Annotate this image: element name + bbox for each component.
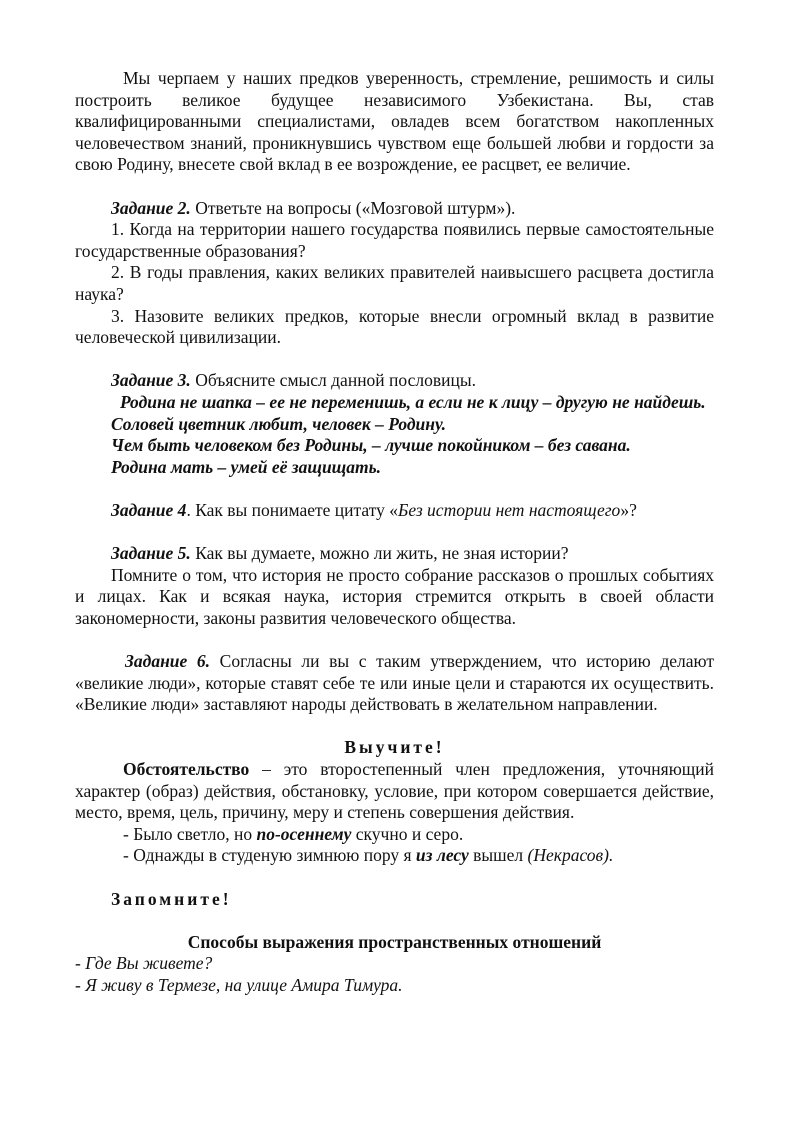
task2-text: Ответьте на вопросы («Мозговой штурм»). [190, 197, 516, 218]
task4-label: Задание 4 [111, 499, 187, 520]
task4-heading [75, 500, 714, 522]
task6-label: Задание 6. [125, 651, 211, 672]
example-2-pre: - Однажды в студеную зимнюю пору я [123, 845, 416, 866]
example-2-mid: вышел [468, 845, 528, 866]
task2-question-1: 1. Когда на территории нашего государства появились первые самостоятельные государственные образования? [75, 219, 714, 261]
task5-heading [75, 543, 714, 565]
learn-example-1 [75, 824, 714, 846]
document-page [75, 68, 714, 997]
task3-heading [75, 370, 714, 392]
task2-question-2: 2. В годы правления, каких великих правителей наивысшего расцвета достигла наука? [75, 262, 714, 304]
example-2-source: (Некрасов). [527, 845, 614, 866]
task4-quote: Без истории нет настоящего [398, 499, 621, 520]
dialog-question: - Где Вы живете? [75, 953, 213, 974]
task4-tail: »? [620, 499, 637, 520]
example-1-em: по-осеннему [256, 823, 352, 844]
learn-term: Обстоятельство [123, 759, 250, 779]
task5-label: Задание 5. [111, 543, 191, 564]
task2-label: Задание 2. [111, 197, 191, 218]
task6-paragraph [75, 651, 714, 716]
proverb-1: Родина не шапка – ее не переменишь, а если не к лицу – другую не найдешь. [120, 391, 706, 412]
spatial-heading: Способы выражения пространственных отношений [187, 931, 602, 952]
dialog-answer: - Я живу в Термезе, на улице Амира Тимура. [75, 974, 403, 995]
proverb-3: Чем быть человеком без Родины, – лучше покойником – без савана. [111, 435, 631, 456]
task6-text: Согласны ли вы с таким утверждением, что историю делают «великие люди», которые ставят себе те или иные цели и стараются их осуществить. «Великие люди» заставляют народы действовать в желательном направлении. [75, 651, 714, 715]
proverb-4: Родина мать – умей её защищать. [111, 456, 381, 477]
proverb-2: Соловей цветник любит, человек – Родину. [111, 413, 447, 434]
task2-question-3: 3. Назовите великих предков, которые внесли огромный вклад в развитие человеческой цивилизации. [75, 305, 714, 348]
example-1-post: скучно и серо. [351, 823, 464, 844]
learn-example-2 [75, 845, 714, 867]
remember-heading: Запомните! [111, 888, 232, 909]
task5-paragraph: Помните о том, что история не просто собрание рассказов о прошлых событиях и лицах. Как и всякая наука, история стремится открыть в своей области закономерности, законы развития человеческого общества. [75, 564, 714, 628]
example-1-pre: - Было светло, но [123, 823, 257, 844]
learn-definition-text: – это второстепенный член предложения, уточняющий характер (образ) действия, обстановку, условие, при котором совершается действие, место, время, цель, причину, меру и степень совершения действия. [75, 759, 714, 823]
task4-text: . Как вы понимаете цитату « [186, 499, 398, 520]
task3-text: Объясните смысл данной пословицы. [190, 370, 476, 391]
task3-label: Задание 3. [111, 370, 191, 391]
learn-heading: Выучите! [344, 737, 445, 758]
example-2-em: из лесу [415, 845, 469, 866]
task5-text: Как вы думаете, можно ли жить, не зная истории? [190, 543, 569, 564]
intro-paragraph: Мы черпаем у наших предков уверенность, стремление, решимость и силы построить великое будущее независимого Узбекистана. Вы, став квалифицированными специалистами, овладев всем богатством накопленных человечеством знаний, проникнувшись чувством еще большей любви и гордости за свою Родину, внесете свой вклад в ее возрождение, ее расцвет, ее величие. [75, 68, 714, 175]
learn-definition [75, 759, 714, 824]
task2-heading [75, 198, 714, 220]
